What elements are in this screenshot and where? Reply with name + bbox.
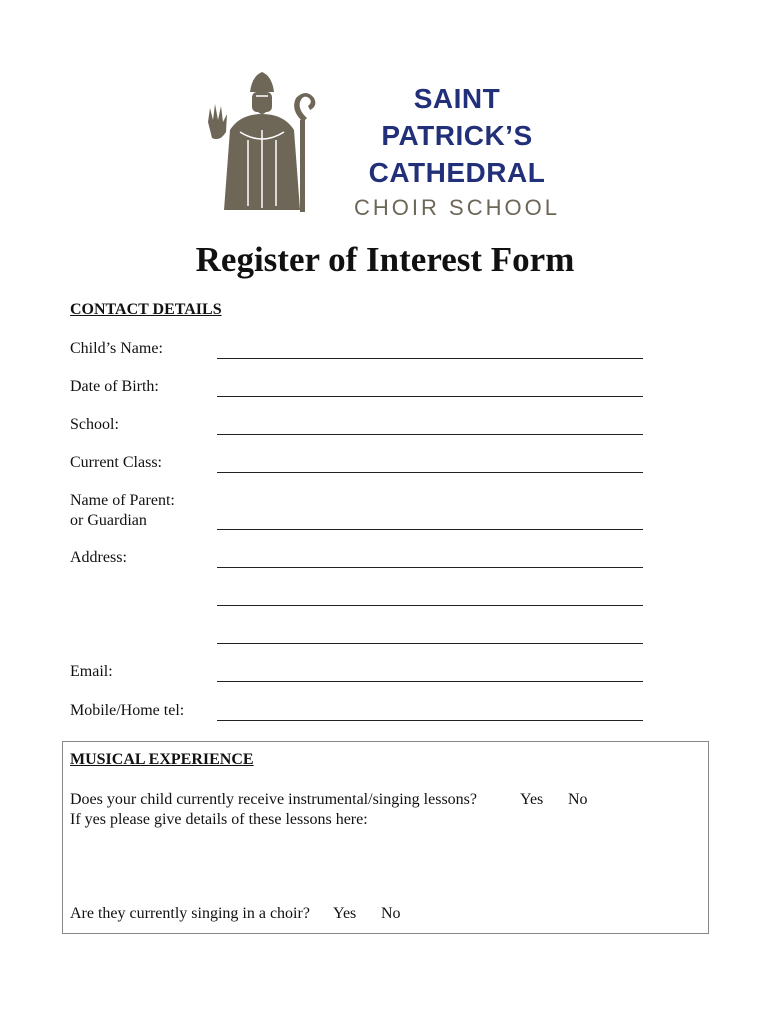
saint-patrick-figure-icon — [200, 70, 325, 215]
lessons-question: Does your child currently receive instrumental/singing lessons? — [70, 791, 478, 808]
lessons-yes-option[interactable]: Yes — [520, 791, 544, 808]
choir-no-option[interactable]: No — [381, 905, 401, 922]
email-field[interactable] — [70, 662, 643, 682]
phone-field[interactable] — [70, 701, 643, 721]
email-label: Email: — [70, 663, 113, 680]
parent-name-field[interactable] — [70, 491, 643, 530]
address-field-3[interactable] — [70, 624, 643, 644]
phone-line[interactable] — [217, 720, 643, 721]
choir-question: Are they currently singing in a choir? — [70, 905, 310, 922]
lessons-details-prompt: If yes please give details of these lessons here: — [70, 811, 368, 828]
current-class-field[interactable] — [70, 453, 643, 473]
lessons-no-option[interactable]: No — [568, 791, 588, 808]
address-line-3[interactable] — [217, 643, 643, 644]
child-name-field[interactable] — [70, 339, 643, 359]
parent-name-label-2: or Guardian — [70, 512, 147, 529]
logo-line-1: SAINT — [413, 83, 501, 114]
contact-details-heading: CONTACT DETAILS — [70, 301, 222, 318]
lessons-details-area[interactable] — [70, 834, 700, 898]
choir-yes-option[interactable]: Yes — [333, 905, 357, 922]
parent-name-label-1: Name of Parent: — [70, 492, 175, 509]
logo-subtitle: CHOIR SCHOOL — [354, 195, 560, 220]
parent-name-line[interactable] — [217, 529, 643, 530]
address-label: Address: — [70, 549, 127, 566]
child-name-line[interactable] — [217, 358, 643, 359]
school-field[interactable] — [70, 415, 643, 435]
current-class-label: Current Class: — [70, 454, 162, 471]
address-field[interactable] — [70, 548, 643, 568]
address-field-2[interactable] — [70, 586, 643, 606]
date-of-birth-label: Date of Birth: — [70, 378, 159, 395]
address-line-2[interactable] — [217, 605, 643, 606]
musical-experience-heading: MUSICAL EXPERIENCE — [70, 751, 254, 768]
current-class-line[interactable] — [217, 472, 643, 473]
school-line[interactable] — [217, 434, 643, 435]
date-of-birth-line[interactable] — [217, 396, 643, 397]
child-name-label: Child’s Name: — [70, 340, 163, 357]
school-label: School: — [70, 416, 119, 433]
logo-line-3: CATHEDRAL — [368, 157, 546, 188]
email-line[interactable] — [217, 681, 643, 682]
logo-line-2: PATRICK’S — [381, 120, 533, 151]
form-title: Register of Interest Form — [195, 240, 575, 279]
musical-experience-box — [62, 741, 709, 934]
address-line-1[interactable] — [217, 567, 643, 568]
school-logo-text — [342, 80, 572, 221]
phone-label: Mobile/Home tel: — [70, 702, 185, 719]
date-of-birth-field[interactable] — [70, 377, 643, 397]
